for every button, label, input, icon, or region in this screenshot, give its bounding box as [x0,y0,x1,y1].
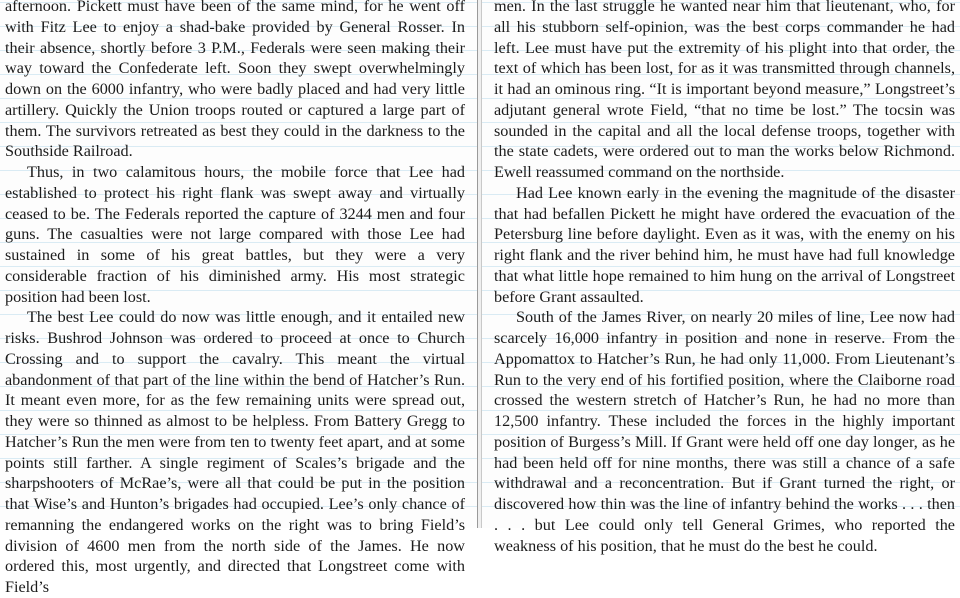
paragraph: men. In the last struggle he wanted near him that lieutenant, who, for all his stubborn self-opinion, was the best corps commander he had left. Lee must have put the extremity of his plight into that order, the text of which has been lost, for as it was transmitted through channels, it had an ominous ring. “It is important beyond measure,” Longstreet’s adjutant general wrote Field, “that no time be lost.” The tocsin was sounded in the capital and all the local defense troops, together with the state cadets, were ordered out to man the works below Richmond. Ewell reassumed command on the northside. [494,0,955,181]
paragraph: The best Lee could do now was little enough, and it entailed new risks. Bushrod Johnson was ordered to proceed at once to Church Crossing and to support the cavalry. This meant the virtual abandonment of that part of the line within the bend of Hatcher’s Run. It meant even more, for as the few remaining units were spread out, they were so thinned as almost to be helpless. From Battery Gregg to Hatcher’s Run the men were from ten to twenty feet apart, and at some points still farther. A single regiment of Scales’s brigade and the sharpshooters of McRae’s, were all that could be put in the position that Wise’s and Hunton’s brigades had occupied. Lee’s only chance of remanning the endangered works on the right was to bring Field’s division of 4600 men from the north side of the James. He now ordered this, most urgently, and directed that Longstreet come with Field’s [5,308,465,596]
paragraph: Thus, in two calamitous hours, the mobile force that Lee had established to protect his right flank was swept away and virtually ceased to be. The Federals reported the capture of 3244 men and four guns. The casualties were not large compared with those Lee had sustained in some of his great battles, but they were a very considerable fraction of his diminished army. His most strategic position had been lost. [5,163,465,306]
paragraph: Had Lee known early in the evening the magnitude of the disaster that had befallen Pickett he might have ordered the evacuation of the Petersburg line before daylight. Even as it was, with the enemy on his right flank and the river behind him, he must have had full knowledge that what little hope remained to him hung on the arrival of Longstreet before Grant assaulted. [494,183,955,306]
page-gutter [477,0,482,528]
right-column [494,0,955,555]
paragraph: South of the James River, on nearly 20 miles of line, Lee now had scarcely 16,000 infantry in position and none in reserve. From the Appomattox to Hatcher’s Run, he had only 11,000. From Lieutenant’s Run to the very end of his fortified position, where the Claiborne road crossed the western stretch of Hatcher’s Run, he had no more than 12,500 infantry. These included the forces in the highly important position of Burgess’s Mill. If Grant were held off one day longer, as he had been held off for nine months, there was still a chance of a safe withdrawal and a reconcentration. But if Grant turned the right, or discovered how thin was the line of infantry behind the works . . . then . . . but Lee could only tell General Grimes, who reported the weakness of his position, that he must do the best he could. [494,308,955,555]
left-column [5,0,465,596]
paragraph: afternoon. Pickett must have been of the same mind, for he went off with Fitz Lee to enjoy a shad-bake provided by General Rosser. In their absence, shortly before 3 P.M., Federals were seen making their way toward the Confederate left. Soon they swept overwhelmingly down on the 6000 infantry, who were badly placed and had very little artillery. Quickly the Union troops routed or captured a large part of them. The survivors retreated as best they could in the darkness to the Southside Railroad. [5,0,465,161]
